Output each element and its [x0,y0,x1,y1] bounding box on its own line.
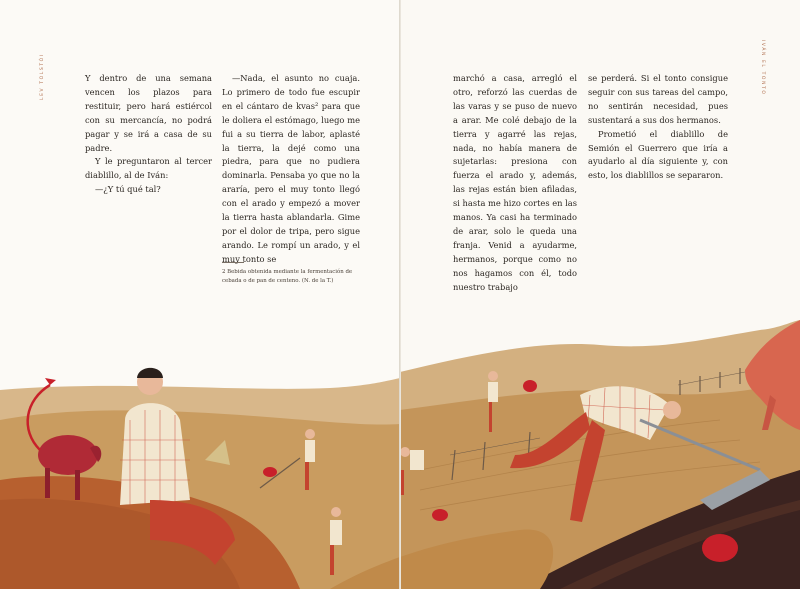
text-column-1 [85,72,212,197]
text-column-4 [588,72,728,183]
paragraph: se perderá. Si el tonto consigue seguir con sus tareas del campo, no sentirán necesidad, pues sustentará a sus dos hermanos. [588,73,728,125]
paragraph: Prometió el diablillo de Semión el Guerrero que iría a ayudarlo al día siguiente y, con esto, los diablillos se separaron. [588,128,728,181]
paragraph: —Nada, el asunto no cuaja. Lo primero de todo fue escupir en el cántaro de kvas² para que le doliera el estómago, luego me fui a su tierra de labor, aplasté la tierra, la dejé como una piedra, para que no pudiera dominarla. Pensaba yo que no la araría, pero el muy tonto llegó con el arado y empezó a mover la tierra hasta ablandarla. Gime por el dolor de tripa, pero sigue arando. Le rompí un arado, y el muy tonto se [222,73,360,264]
footnote-rule [222,262,244,263]
running-head-right: IVÁN EL TONTO [760,40,765,96]
paragraph: marchó a casa, arregló el otro, reforzó las cuerdas de las varas y se puso de nuevo a arar. Me colé debajo de la tierra y agarré las rejas, nada, no había manera de sujetarlas: presiona con fuerza el arado y, además, las rejas están bien afiladas, si hasta me hizo cortes en las manos. Ya casi ha terminado de arar, solo le queda una franja. Venid a ayudarme, hermanos, porque como no nos hagamos con él, todo nuestro trabajo [453,73,577,292]
book-gutter [399,0,401,589]
paragraph: Y dentro de una semana vencen los plazos para restituir, pero hará estiércol con su mercancía, no podrá pagar y se irá a casa de su padre. [85,73,212,153]
paragraph: —¿Y tú qué tal? [95,184,161,195]
footnote: 2 Bebida obtenida mediante la fermentación de cebada o de pan de centeno. (N. de la T.) [222,269,353,284]
running-head-left: LEV TOLSTÓI [40,53,45,100]
text-column-3 [453,72,577,295]
paragraph: Y le preguntaron al tercer diablillo, al de Iván: [85,156,212,181]
text-column-2 [222,72,360,267]
